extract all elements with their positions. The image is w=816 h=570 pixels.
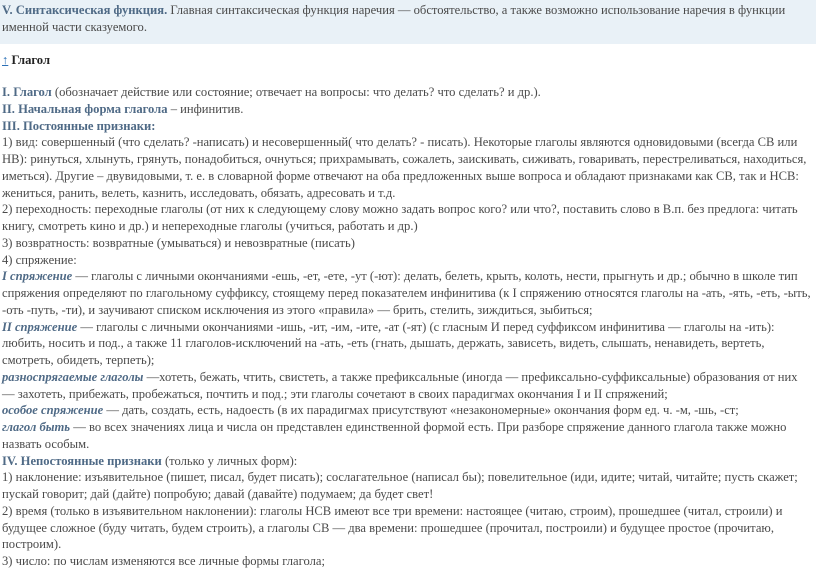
section-heading: V. Синтаксическая функция. — [2, 3, 168, 17]
special-conjugation-term: особое спряжение — [2, 403, 104, 418]
conjugation-1-text: — глаголы с личными окончаниями -ешь, -ет, -ете, -ут (-ют): делать, белеть, крыть, колоть, нести, прыгнуть и др.; обычно в школе тип спряжения определяют по глагольному суффиксу, стоящему перед показателем инфинитива (к I спряжению относятся глаголы на -ать, -ять, -еть, -ыть, -оть -путь, -ти), и заучивают списком исключения из этого «правила» — брить, стелить, зиждиться, зыбиться; — [2, 269, 811, 317]
definition-line — [2, 84, 812, 101]
mood-paragraph: 1) наклонение: изъявительное (пишет, писал, будет писать); сослагательное (написал бы); повелительное (иди, идите; читай, читайте; пусть скажет; пускай говорит; дай (дайте) попробую; давай (давайте) подумаем; да будет свет! — [2, 470, 798, 501]
definition-text: (обозначает действие или состояние; отвечает на вопросы: что делать? что сделать? и др.). — [51, 85, 541, 99]
transitivity-paragraph: 2) переходность: переходные глаголы (от них к следующему слову можно задать вопрос кого? или что?, поставить слово в В.п. без предлога: читать книгу, смотреть кино и др.) и непереходные глаголы (учиться, работать и др.) — [2, 202, 798, 233]
variable-features-term: IV. Непостоянные признаки — [2, 453, 162, 468]
up-arrow-link[interactable]: ↑ — [2, 53, 9, 67]
verb-byt-term: глагол быть — [2, 420, 71, 434]
heteroclitic-term: разноспрягаемые глаголы — [2, 369, 144, 384]
tense-paragraph: 2) время (только в изъявительном наклонении): глаголы НСВ имеют все три времени: настоящее (читаю, строим), прошедшее (читал, строили) и будущее сложное (буду читать, будем строить), а глаголы СВ — два времени: прошедшее (прочитал, построили) и будущее простое (прочитаю, построим). — [2, 503, 783, 552]
initial-form-text: – инфинитив. — [167, 101, 244, 116]
conjugation-1-term: I спряжение — [2, 269, 73, 284]
conjugation-2-text: — глаголы с личными окончаниями -ишь, -ит, -им, -ите, -ат (-ят) (с гласным И перед суффиксом инфинитива — глаголы на -ить): любить, носить и под., а также 11 глаголов-исключений на -ать, -еть (гнать, дышать, держать, зависеть, видеть, слышать, ненавидеть, вертеть, смотреть, обидеть, терпеть); — [2, 319, 775, 367]
previous-section-note — [0, 0, 816, 44]
nav-row — [2, 52, 812, 68]
initial-form-term: II. Начальная форма глагола — [2, 101, 168, 116]
initial-form-line — [2, 101, 812, 118]
variable-features-text: (только у личных форм): — [161, 453, 298, 468]
conjugation-2-term: II спряжение — [2, 319, 78, 334]
article-body — [0, 44, 816, 570]
conjugation-2-paragraph — [2, 319, 812, 369]
special-conjugation-paragraph — [2, 402, 812, 419]
section-text: Главная синтаксическая функция наречия — обстоятельство, а также возможно использование наречия в функции именной части сказуемого. — [2, 3, 786, 34]
definition-term: I. Глагол — [2, 85, 52, 99]
heteroclitic-text: —хотеть, бежать, чтить, свистеть, а также префиксальные (иногда — префиксально-суффиксальные) образования от них — захотеть, прибежать, пробежаться, почтить и под.; эти глаголы сочетают в своих парадигмах окончания I и II спряжений; — [2, 369, 798, 401]
heteroclitic-paragraph — [2, 369, 812, 403]
special-conjugation-text: — дать, создать, есть, надоесть (в их парадигмах присутствуют «незакономерные» окончания форм ед. ч. -м, -шь, -ст; — [103, 403, 739, 418]
article-title: Глагол — [11, 53, 51, 67]
conjugation-1-paragraph — [2, 268, 812, 318]
verb-byt-paragraph — [2, 419, 812, 453]
conjugation-heading: 4) спряжение: — [2, 252, 77, 267]
aspect-paragraph: 1) вид: совершенный (что сделать? -написать) и несовершенный( что делать? - писать). Некоторые глаголы являются одновидовыми (всегда СВ или НВ): ринуться, хлынуть, грянуть, понадобиться, очнуться; прихрамывать, сожалеть, заискивать, сиживать, говаривать, перестреливаться, находиться, иметься). Другие – двувидовыми, т. е. в словарной форме отвечают на оба предложенных выше вопроса и обладают признаками как СВ, так и НСВ: жениться, ранить, велеть, казнить, исследовать, обязать, адресовать и т.д. — [2, 135, 807, 200]
number-paragraph: 3) число: по числам изменяются все личные формы глагола; — [2, 554, 325, 568]
verb-byt-text: — во всех значениях лица и числа он представлен единственной формой есть. При разборе спряжение данного глагола также можно назвать особым. — [2, 420, 787, 451]
variable-features-line — [2, 453, 812, 470]
constant-features-heading: III. Постоянные признаки: — [2, 118, 156, 133]
reflexivity-paragraph: 3) возвратность: возвратные (умываться) и невозвратные (писать) — [2, 235, 355, 250]
